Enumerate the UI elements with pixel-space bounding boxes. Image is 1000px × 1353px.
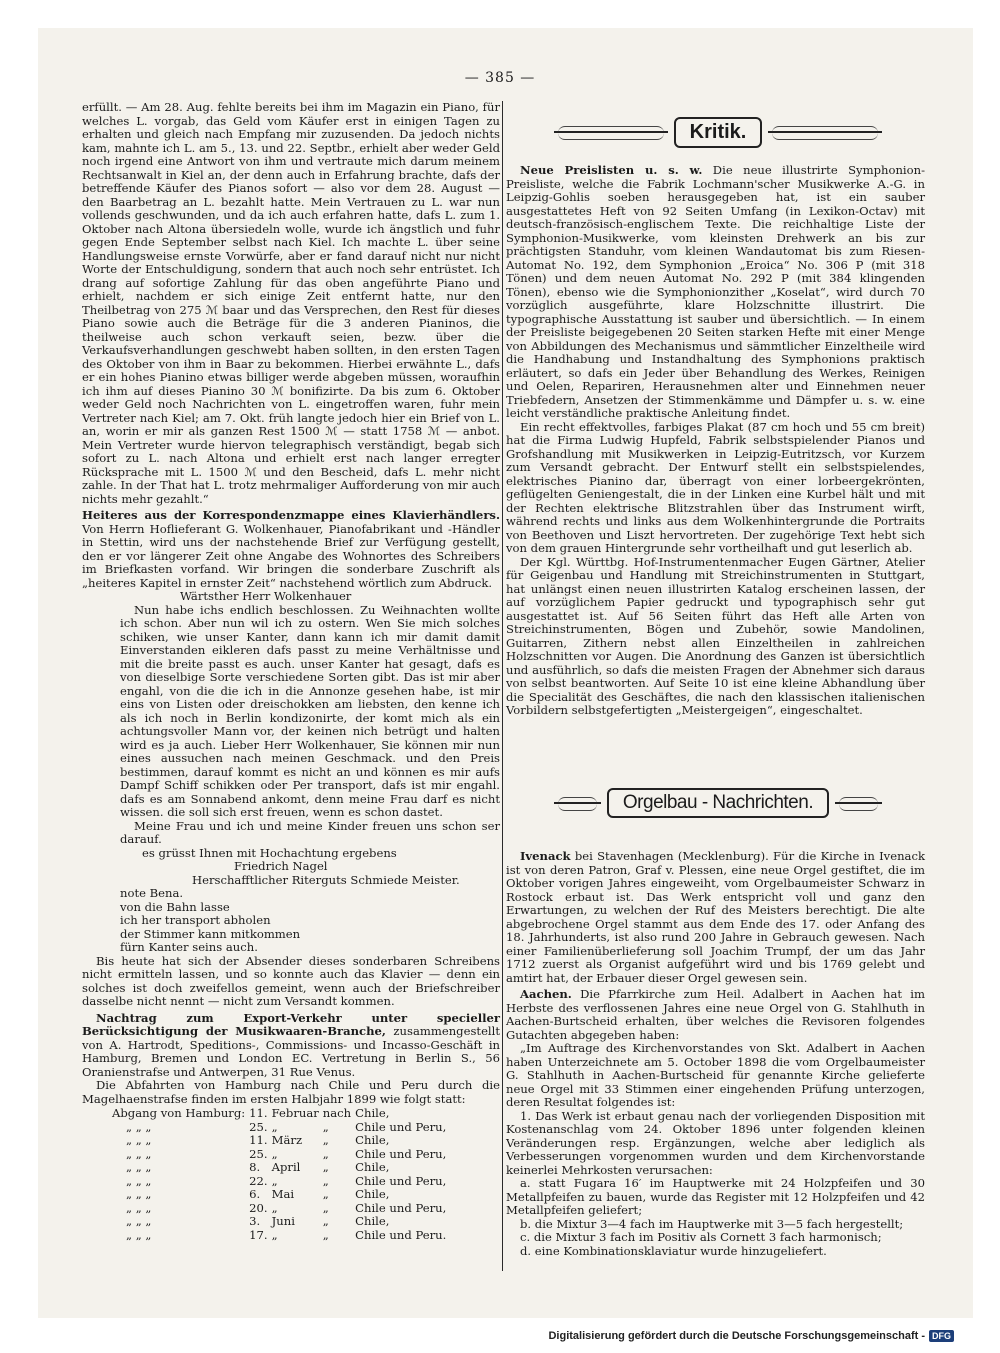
ornament-right-icon [762,122,888,142]
schedule-cell: Chile, [355,1160,390,1174]
right-column-kritik [506,164,925,718]
heading-klavierhaendler: Heiteres aus der Korrespondenzmappe eines Klavierhändlers. [82,508,500,522]
schedule-cell: „ „ „ [126,1133,152,1147]
ornament-right-icon [829,793,888,813]
schedule-row [112,1107,450,1121]
schedule-cell: „ [271,1146,278,1161]
left-column [82,101,500,1242]
schedule-cell: „ [322,1200,329,1215]
column-rule [502,101,503,1271]
heading-export: Nachtrag zum Export-Verkehr unter specieller Berücksichtigung der Musikwaaren-Branche, [82,1010,500,1038]
postscript-line: von die Bahn lasse [120,899,230,914]
heading-aachen: Aachen. [520,987,572,1001]
schedule-cell: Chile, [355,1187,390,1201]
schedule-cell: „ [322,1173,329,1188]
schedule-cell: „ „ „ [126,1146,152,1161]
schedule-row [112,1229,450,1243]
schedule-cell: „ [271,1119,278,1134]
signature-name: Friedrich Nagel [234,859,328,873]
banner-orgelbau-title: Orgelbau - Nachrichten. [607,788,829,818]
schedule-cell: Februar [271,1106,319,1120]
schedule-cell: 11. [249,1133,268,1147]
schedule-cell: nach [322,1106,352,1120]
schedule-cell: „ [322,1119,329,1134]
schedule-row [112,1188,450,1202]
letter-salutation: Wärtsther Herr Wolkenhauer [180,589,352,603]
schedule-cell: „ „ „ [126,1119,152,1134]
schedule-cell: „ „ „ [126,1214,152,1228]
paragraph-ivenack-text: bei Stavenhagen (Mecklenburg). Für die Kirche in Ivenack ist von deren Patron, Graf v. Plessen, eine neue Orgel gestiftet, die im Oktober vorigen Jahres eingeweiht, vom Orgelbaumeister Schwarz in Rostock erbaut ist. Das Werk entspricht voll und ganz den Erwartungen, zu welchen der Ruf des Meisters berechtigt. Die alte abgebrochene Orgel stammt aus dem Ende des 17. oder Anfang des 18. Jahrhunderts, ist also rund 200 Jahre in Gebrauch gewesen. Nach einer Familienüberlieferung soll Joachim Trumpf, der um das Jahr 1712 zuerst als Organist aufgeführt wird und bis 1769 gelebt und amtirt hat, der Erbauer dieser Orgel gewesen sein. [506,849,925,985]
postscript-line: der Stimmer kann mitkommen [120,926,301,941]
schedule-cell: Abgang von Hamburg: [112,1106,246,1120]
paragraph-letter-continuation: erfüllt. — Am 28. Aug. fehlte bereits bei ihm im Magazin ein Piano, für welches L. vorgab, das Geld vom Käufer erst in einigen Tagen zu erhalten und gleich nach Empfang mir zuzusenden. Da jedoch nichts kam, mahnte ich L. am 5., 13. und 22. Septbr., erhielt aber weder Geld noch irgend eine Antwort von ihm und vertraute mich darum meinem Rechtsanwalt in Kiel an, der denn auch in Erfahrung brachte, dafs der betreffende Käufer des Pianos sofort — also vor dem 28. August — den Baarbetrag an L. bezahlt hatte. Mein Vertrauen zu L. war nun vollends geschwunden, und da ich auch erfahren hatte, dafs L. zum 1. Oktober nach Altona übersiedeln wolle, wurde ich ängstlich und fuhr gegen Ende September selbst nach Kiel. Ich machte L. über seine Handlungsweise ernste Vorwürfe, aber er fand darauf nicht nur nicht Worte der Entschuldigung, sondern that auch noch sehr entrüstet. Ich drang auf sofortige Zahlung für das oben angeführte Piano und erhielt, nachdem er sich einige Zeit entfernt hatte, nur den Theilbetrag von 275 ℳ baar und das Versprechen, den Rest für dieses Piano sowie auch die Beträge für die 3 anderen Pianinos, die theilweise auch schon verkauft seien, bezw. über die Verkaufsverhandlungen geschwebt haben sollten, in den ersten Tagen des Oktober von ihm in Baar zu bekommen. Hierbei erwähnte L., dafs er ein hohes Pianino etwas billiger werde abgeben müssen, woraufhin ich ihm auf dieses Pianino 30 ℳ bonifizirte. Da bis zum 6. Oktober weder Geld noch Nachrichten von L. eingetroffen waren, fuhr mein Vertreter nach Kiel; am 7. Okt. früh langte jedoch hier ein Brief von L. an, worin er mir als ganzen Rest 1500 ℳ — statt 1758 ℳ — anbot. Mein Vertreter wurde hiervon telegraphisch verständigt, begab sich sofort zu L. nach Altona und erhielt erst nach langer erregter Rücksprache mit L. 1500 ℳ und den Bescheid, dafs L. mehr nicht zahle. In der That hat L. trotz mehrmaliger Aufforderung von mir auch nichts mehr gezahlt.“ [82,100,500,506]
footer-text: Digitalisierung gefördert durch die Deutsche Forschungsgemeinschaft - [548,1330,925,1342]
postscript-line: note Bena. [120,886,184,900]
departure-schedule [112,1107,450,1242]
schedule-cell: „ [271,1227,278,1242]
schedule-row [112,1121,450,1135]
schedule-cell: „ [322,1227,329,1242]
schedule-row [112,1134,450,1148]
paragraph-export [82,1012,500,1080]
schedule-cell: „ [322,1133,329,1147]
postscript-line: fürn Kanter seins auch. [120,940,258,954]
schedule-cell: „ „ „ [126,1173,152,1188]
schedule-cell: Mai [271,1187,295,1201]
schedule-cell: 20. [249,1200,268,1215]
page-number: — 385 — [464,70,536,86]
schedule-cell: März [271,1133,303,1147]
schedule-cell: „ „ „ [126,1160,152,1174]
paragraph-aachen [506,988,925,1042]
paragraph-abfahrten: Die Abfahrten von Hamburg nach Chile und Peru durch die Magelhaenstrafse finden im ersten Halbjahr 1899 wie folgt statt: [82,1078,500,1106]
schedule-cell: „ „ „ [126,1187,152,1201]
letter-signature [142,847,500,888]
paragraph-hupfeld: Ein recht effektvolles, farbiges Plakat (87 cm hoch und 55 cm breit) hat die Firma Ludwig Hupfeld, Fabrik selbstspielender Pianos und Grofshandlung mit Musikwerken in Leipzig-Eutritzsch, vor Kurzem zum Versandt gebracht. Der Entwurf stellt ein selbstspielendes, elektrisches Pianino dar, überragt von einer lorbeergekrönten, geflügelten Geniengestalt, die in der Linken eine Kurbel hält und mit der Rechten elektrische Blitzstrahlen über das Instrument wirft, während rechts und links aus dem Wolkenhintergrunde die Portraits von Beethoven und Liszt hervortreten. Der zugehörige Text hebt sich von dem grauen Hintergrunde sehr vortheilhaft und gut leserlich ab. [506,419,925,555]
schedule-cell: Juni [271,1214,295,1228]
schedule-cell: Chile, [355,1133,390,1147]
quoted-letter [120,590,500,847]
paragraph-ivenack [506,850,925,985]
schedule-cell: Chile und Peru, [355,1173,447,1188]
list-item-a: a. statt Fugara 16′ im Hauptwerke mit 24 Holzpfeifen und 30 Metallpfeifen zu bauen, wurde das Register mit 12 Holzpfeifen und 42 Metallpfeifen geliefert; [506,1176,925,1217]
schedule-cell: April [271,1160,301,1174]
schedule-row [112,1202,450,1216]
ornament-left-icon [548,793,607,813]
heading-ivenack: Ivenack [520,849,571,863]
signature-title: Herschafftlicher Riterguts Schmiede Meister. [192,872,460,887]
schedule-cell: „ [322,1187,329,1201]
list-item-d: d. eine Kombinationsklaviatur wurde hinzugeliefert. [520,1243,827,1258]
digitization-footer [548,1330,954,1342]
paragraph-gaertner: Der Kgl. Württbg. Hof-Instrumentenmacher Eugen Gärtner, Atelier für Geigenbau und Handlung mit Streichinstrumenten in Stuttgart, hat unlängst einen neuen illustrirten Katalog erscheinen lassen, der auf vorzüglichem Papier gedruckt und typographisch sehr gut ausgestattet ist. Auf 56 Seiten führt das Heft alle Arten von Streichinstrumenten, Bögen und Zubehör, sowie Mandolinen, Guitarren, Zithern nebst allen Einzeltheilen in zahlreichen Holzschnitten vor Augen. Die Anordnung des Ganzen ist übersichtlich und ausführlich, so dafs die meisten Fragen der Abnehmer sich daraus von selbst beantworten. Auf Seite 10 ist eine kleine Abhandlung über die Specialität des Geschäftes, die nach den klassischen italienischen Vorbildern selbstgefertigten „Meistergeigen“, eingeschaltet. [506,554,925,717]
schedule-cell: 11. [249,1106,268,1120]
schedule-row [112,1161,450,1175]
schedule-row [112,1215,450,1229]
paragraph-klavierhaendler [82,509,500,590]
dfg-logo-icon: DFG [929,1330,954,1342]
schedule-row [112,1175,450,1189]
paragraph-preislisten [506,164,925,421]
schedule-row [112,1148,450,1162]
schedule-cell: „ [271,1200,278,1215]
heading-preislisten: Neue Preislisten u. s. w. [520,163,703,177]
schedule-cell: 17. [249,1227,268,1242]
paragraph-werk: 1. Das Werk ist erbaut genau nach der vorliegenden Disposition mit Kostenanschlag vom 24. Oktober 1896 unter folgenden kleinen Veränderungen resp. Ergänzungen, welche aber lediglich als Verbesserungen vorgenommen wurden und dem Kirchenvorstande keinerlei Mehrkosten verursachen: [506,1108,925,1177]
schedule-cell: Chile und Peru, [355,1119,447,1134]
banner-kritik-title: Kritik. [674,117,763,148]
schedule-cell: 25. [249,1119,268,1134]
schedule-cell: Chile und Peru, [355,1200,447,1215]
schedule-cell: Chile, [355,1106,390,1120]
schedule-cell: Chile und Peru, [355,1146,447,1161]
paragraph-preislisten-text: Die neue illustrirte Symphonion-Preisliste, welche die Fabrik Lochmann'scher Musikwerke A.-G. in Leipzig-Gohlis soeben herausgegeben hat, ist ein sauber ausgestattetes Heft von 92 Seiten Umfang (in Lexikon-Octav) mit deutsch-französisch-englischem Texte. Die reichhaltige Liste der Symphonion-Musikwerke, vom kleinsten Drehwerk an bis zur prächtigsten Standuhr, vom kleinen Wandautomat bis zum Riesen-Automat No. 192, dem Symphonion „Eroica“ No. 306 P (mit 318 Tönen) und dem neuen Automat No. 292 P (mit 384 klingenden Tönen), ebenso wie die Symphonionzither „Koselat“, wird durch 70 vorzüglich ausgeführte, klare Holzschnitte illustrirt. Die typographische Ausstattung ist sauber und übersichtlich. — In einem der Preisliste beigegebenen 20 Seiten starken Hefte mit einer Menge von Abbildungen des Mechanismus und sämmtlicher Einzeltheile wird die Handhabung und Instandhaltung des Symphonions praktisch erläutert, so dafs ein Jeder über Behandlung des Werkes, Reinigen und Oelen, Repariren, Herausnehmen alter und Einnehmen neuer Triebfedern, Ansetzen der Stimmenkämme und Dämpfer u. s. w. eine leicht verständliche praktische Anleitung findet. [506,163,926,420]
schedule-cell: 25. [249,1146,268,1161]
paragraph-klavierhaendler-text: Von Herrn Hoflieferant G. Wolkenhauer, Pianofabrikant und -Händler in Stettin, wird uns der nachstehende Brief zur Verfügung gestellt, den er vor längerer Zeit ohne Angabe des Wohnortes des Schreibers im Briefkasten vorfand. Wir bringen die sonderbare Zuschrift als „heiteres Kapitel in ernster Zeit“ nachstehend wörtlich zum Abdruck. [82,521,500,590]
paragraph-absender: Bis heute hat sich der Absender dieses sonderbaren Schreibens nicht ermitteln lassen, und so konnte auch das Klavier — denn ein solches ist doch zweifellos gemeint, wenn auch der Briefschreiber dasselbe nicht nennt — nicht zum Versandt kommen. [82,953,500,1008]
schedule-cell: 3. [249,1214,261,1228]
schedule-cell: 8. [249,1160,261,1174]
letter-body-2: Meine Frau und ich und meine Kinder freuen uns schon ser darauf. [120,818,500,846]
ornament-left-icon [548,122,674,142]
letter-body: Nun habe ichs endlich beschlossen. Zu Weihnachten wollte ich schon. Aber nun wil ich zu ostern. Wen Sie mich solches schiken, wie unser Kanter, dann kann ich mir damit damit Einverstanden eikleren dafs passt zu meine Verhältnisse und mit die breite passt es auch. unser Kanter hat gesagt, dafs es von dieselbige Sorte verschiedene Sorten gibt. Das ist mir aber engahl, von die die ich in die Annonze gesehen habe, ist mir eins von Listen oder dreischokken am liebsten, den kenne ich als ich noch in Berlin kondizonirte, der komt mich als ein achtungsvoller Mann vor, der keinen nich betrügt und halten wird es ja auch. Lieber Herr Wolkenhauer, Sie können mir nun eines aussuchen nach meinen Geschmack. und den Preis bestimmen, darauf kommt es nicht an und können es mir aufs Dampf Schiff schikken oder Per transport, dafs ist mir engahl. dafs es am Sonnabend ankomt, denn meine Frau darf es nicht wissen. die soll sich erst freuen, wenn es schon dastet. [120,602,500,819]
banner-kritik [548,113,888,151]
schedule-cell: „ „ „ [126,1227,152,1242]
signature-greeting: es grüsst Ihnen mit Hochachtung ergebens [142,845,397,860]
schedule-cell: Chile und Peru. [355,1227,447,1242]
schedule-cell: „ [322,1214,329,1228]
schedule-cell: 22. [249,1173,268,1188]
schedule-cell: „ [271,1173,278,1188]
postscript-line: ich her transport abholen [120,913,271,927]
right-column-orgelbau [506,850,925,1258]
paragraph-aachen-text: Die Pfarrkirche zum Heil. Adalbert in Aachen hat im Herbste des verflossenen Jahres eine neue Orgel von G. Stahlhuth in Aachen-Burtscheid erhalten, über welches die Revisoren folgendes Gutachten abgegeben haben: [506,987,925,1042]
list-item-c: c. die Mixtur 3 fach im Positiv als Cornett 3 fach harmonisch; [520,1230,882,1244]
letter-postscript [120,887,500,955]
schedule-cell: 6. [249,1187,261,1201]
paragraph-export-text: zusammengestellt von A. Hartrodt, Speditions-, Commissions- und Incasso-Geschäft in Hamburg, Bremen und London EC. Vertretung in Berlin S., 56 Oranienstrafse und Antwerpen, 31 Rue Venus. [82,1024,500,1079]
schedule-cell: Chile, [355,1214,390,1228]
schedule-cell: „ [322,1146,329,1161]
banner-orgelbau [548,784,888,822]
schedule-cell: „ [322,1160,329,1174]
schedule-cell: „ „ „ [126,1200,152,1215]
list-item-b: b. die Mixtur 3—4 fach im Hauptwerke mit 3—5 fach hergestellt; [520,1216,904,1231]
paragraph-gutachten: „Im Auftrage des Kirchenvorstandes von Skt. Adalbert in Aachen haben Unterzeichnete am 5. October 1898 die vom Orgelbaumeister G. Stahlhuth in Aachen-Burtscheid für genannte Kirche gelieferte neue Orgel mit 33 Stimmen einer eingehenden Prüfung unterzogen, deren Resultat folgendes ist: [506,1041,925,1109]
